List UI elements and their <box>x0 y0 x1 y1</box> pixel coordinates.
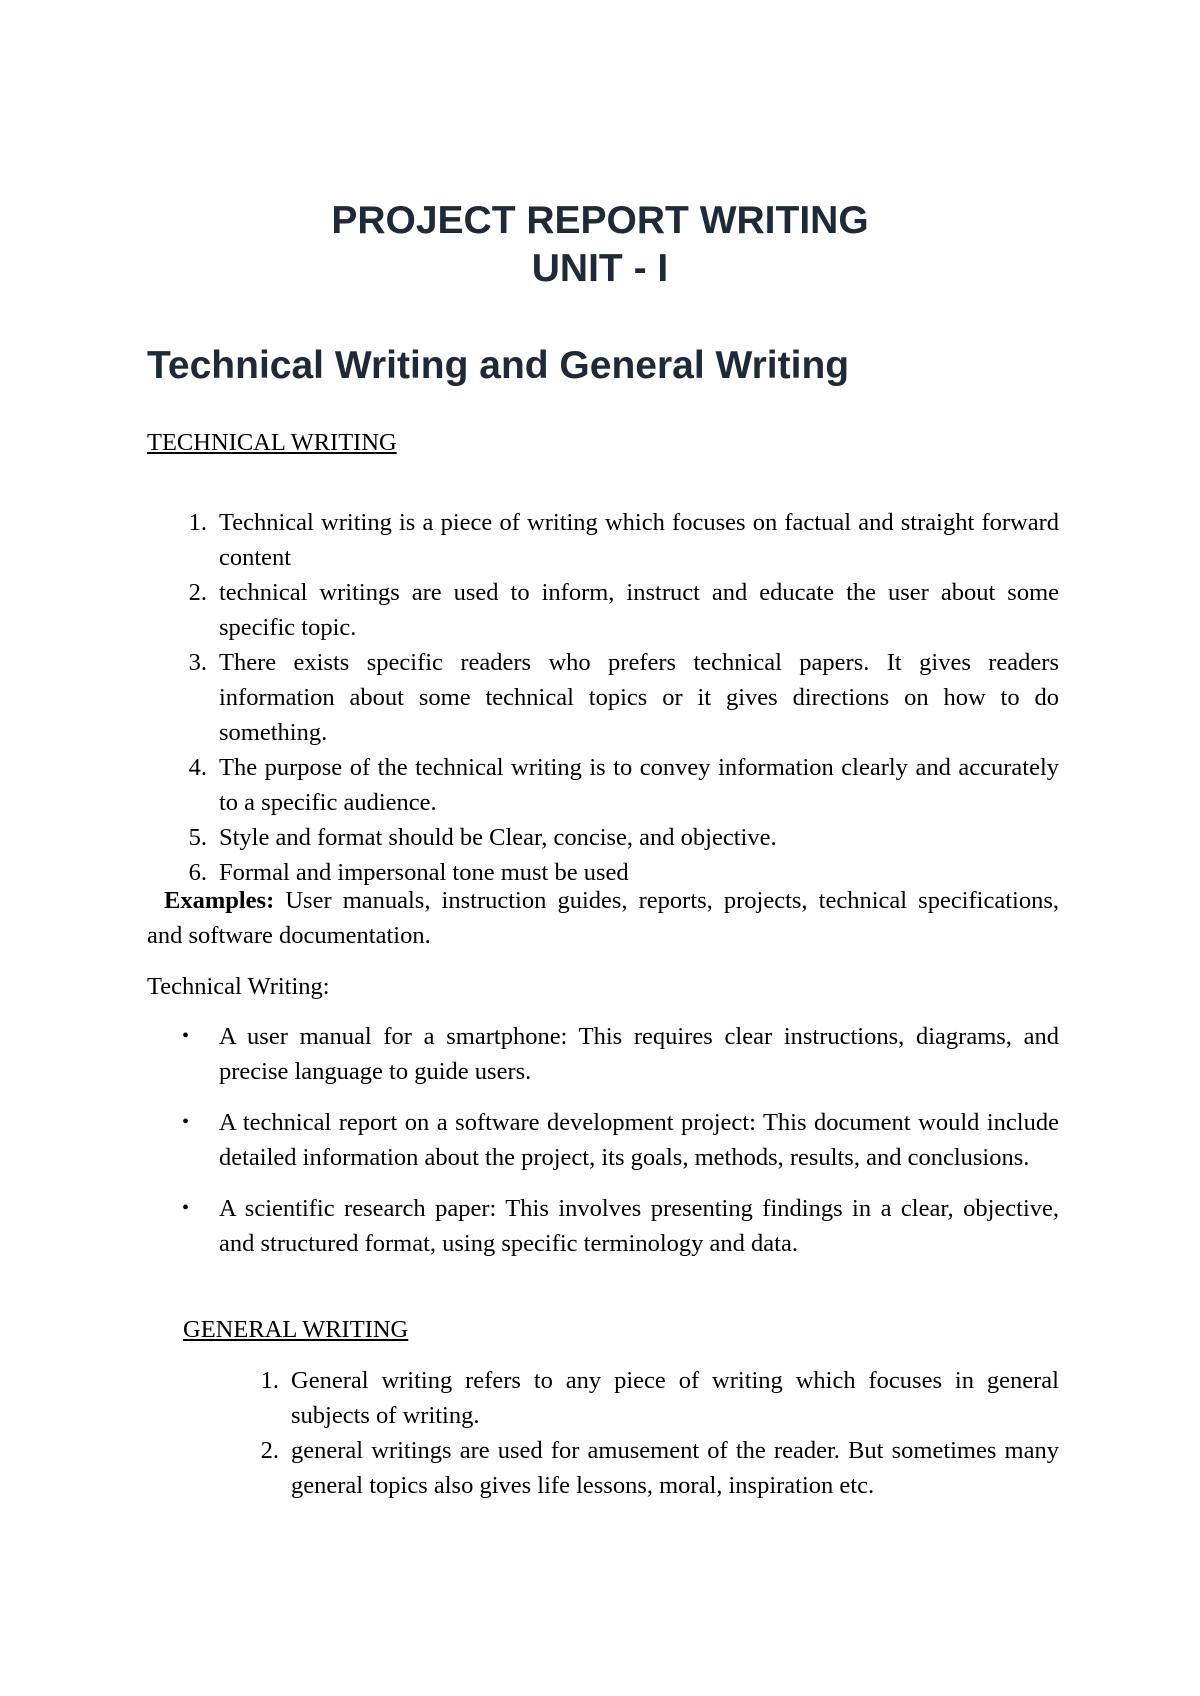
bullet-icon: • <box>182 1025 190 1047</box>
bullet-item <box>182 1191 1059 1261</box>
list-text: Formal and impersonal tone must be used <box>219 859 629 886</box>
list-number: 4. <box>188 754 207 781</box>
examples-paragraph <box>147 883 1059 953</box>
list-number: 2. <box>188 579 207 606</box>
bullet-text: A scientific research paper: This involves presenting findings in a clear, objective, and structured format, using specific terminology and data. <box>219 1195 1059 1257</box>
list-item <box>188 505 1059 575</box>
technical-examples-list <box>182 1019 1059 1277</box>
list-text: The purpose of the technical writing is to convey information clearly and accurately to a specific audience. <box>219 754 1059 816</box>
list-number: 2. <box>260 1437 279 1464</box>
list-text: Technical writing is a piece of writing which focuses on factual and straight forward content <box>219 509 1059 571</box>
list-item <box>260 1363 1059 1433</box>
section-heading: Technical Writing and General Writing <box>147 344 850 387</box>
technical-writing-label: Technical Writing: <box>147 973 330 1000</box>
technical-points-list <box>188 505 1059 890</box>
bullet-icon: • <box>182 1197 190 1219</box>
list-item <box>260 1433 1059 1503</box>
list-text: General writing refers to any piece of writing which focuses in general subjects of writing. <box>291 1367 1059 1429</box>
bullet-item <box>182 1019 1059 1089</box>
unit-title: UNIT - I <box>531 247 669 290</box>
bullet-text: A user manual for a smartphone: This requires clear instructions, diagrams, and precise language to guide users. <box>219 1023 1059 1085</box>
list-text: general writings are used for amusement of the reader. But sometimes many general topics also gives life lessons, moral, inspiration etc. <box>291 1437 1059 1499</box>
bullet-text: A technical report on a software development project: This document would include detailed information about the project, its goals, methods, results, and conclusions. <box>219 1109 1059 1171</box>
list-number: 5. <box>188 824 207 851</box>
general-points-list <box>260 1363 1059 1503</box>
list-number: 1. <box>260 1367 279 1394</box>
bullet-item <box>182 1105 1059 1175</box>
list-item <box>188 645 1059 750</box>
list-number: 1. <box>188 509 207 536</box>
list-text: There exists specific readers who prefers technical papers. It gives readers information about some technical topics or it gives directions on how to do something. <box>219 649 1059 746</box>
list-number: 6. <box>188 859 207 886</box>
list-number: 3. <box>188 649 207 676</box>
list-item <box>188 575 1059 645</box>
document-title: PROJECT REPORT WRITING <box>331 199 869 242</box>
list-item <box>188 750 1059 820</box>
bullet-icon: • <box>182 1111 190 1133</box>
examples-label: Examples: <box>164 887 275 914</box>
technical-writing-heading: TECHNICAL WRITING <box>147 429 397 456</box>
list-text: technical writings are used to inform, instruct and educate the user about some specific topic. <box>219 579 1059 641</box>
general-writing-heading: GENERAL WRITING <box>183 1316 409 1343</box>
examples-text: User manuals, instruction guides, reports, projects, technical specifications, and software documentation. <box>147 887 1059 949</box>
list-text: Style and format should be Clear, concise, and objective. <box>219 824 777 851</box>
list-item <box>188 820 1059 855</box>
